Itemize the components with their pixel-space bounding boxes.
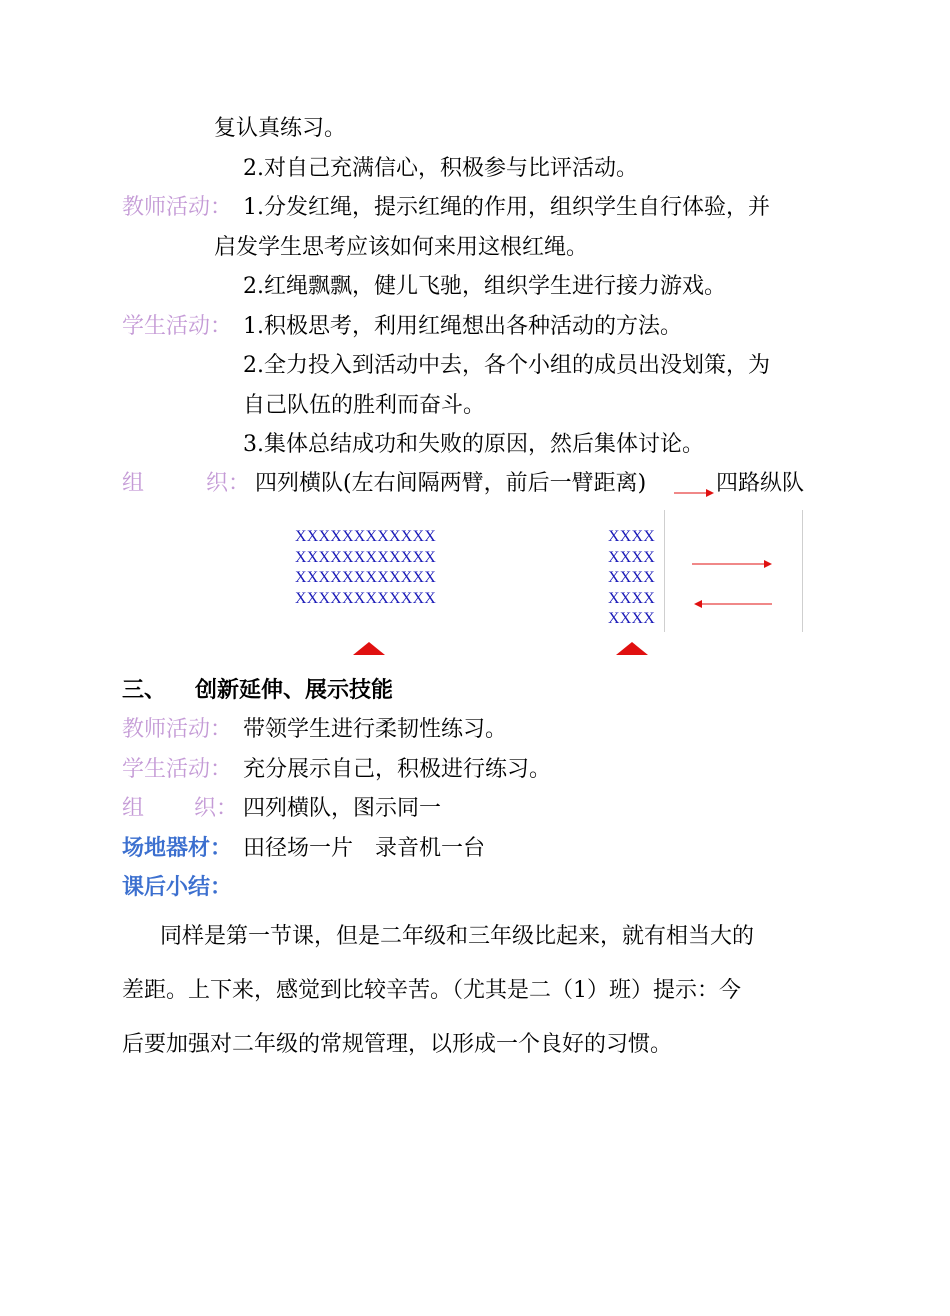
formation-row: XXXX — [608, 528, 656, 545]
organization-label-b: 织： — [206, 471, 251, 496]
section-number: 三、 — [122, 678, 167, 703]
organization-text: 四列横队，图示同一 — [243, 796, 442, 821]
text-line: 自己队伍的胜利而奋斗。 — [243, 393, 486, 418]
field-boundary-left — [664, 510, 665, 632]
student-activity-label: 学生活动： — [122, 757, 233, 782]
formation-row: XXXXXXXXXXXX — [295, 569, 437, 586]
formation-row: XXXX — [608, 610, 656, 627]
arrow-right-icon — [690, 557, 776, 571]
text-line: 2.全力投入到活动中去，各个小组的成员出没划策，为 — [243, 353, 770, 378]
text-line: 启发学生思考应该如何来用这根红绳。 — [214, 235, 589, 260]
student-activity-text: 充分展示自己，积极进行练习。 — [243, 757, 552, 782]
venue-equipment-label: 场地器材： — [122, 836, 233, 861]
summary-paragraph-line: 后要加强对二年级的常规管理，以形成一个良好的习惯。 — [122, 1032, 673, 1057]
text-line: 2.对自己充满信心，积极参与比评活动。 — [243, 156, 638, 181]
summary-paragraph-line: 差距。上下来，感觉到比较辛苦。（尤其是二（1）班）提示：今 — [122, 978, 741, 1003]
teacher-activity-label: 教师活动： — [122, 717, 233, 742]
teacher-position-triangle-icon — [353, 642, 385, 655]
text-line: 1.分发红绳，提示红绳的作用，组织学生自行体验，并 — [243, 195, 770, 220]
student-activity-label: 学生活动： — [122, 314, 233, 339]
formation-row: XXXXXXXXXXXX — [295, 589, 437, 607]
formation-row: XXXX — [608, 589, 656, 607]
organization-text-column: 四路纵队 — [716, 471, 805, 496]
teacher-activity-text: 带领学生进行柔韧性练习。 — [243, 717, 508, 742]
text-line: 3.集体总结成功和失败的原因，然后集体讨论。 — [243, 432, 704, 457]
formation-row: XXXX — [608, 548, 656, 566]
arrow-right-icon — [672, 486, 716, 500]
formation-rows — [295, 527, 436, 609]
teacher-position-triangle-icon — [616, 642, 648, 655]
organization-label-b: 织： — [194, 796, 239, 821]
formation-columns — [608, 527, 655, 630]
formation-row: XXXX — [608, 569, 656, 586]
after-class-summary-label: 课后小结： — [122, 875, 233, 900]
field-boundary-right — [802, 510, 803, 632]
formation-row: XXXXXXXXXXXX — [295, 528, 437, 545]
section-title: 创新延伸、展示技能 — [195, 678, 394, 703]
organization-label-a: 组 — [122, 471, 145, 496]
organization-label-a: 组 — [122, 796, 145, 821]
summary-paragraph-line: 同样是第一节课，但是二年级和三年级比起来，就有相当大的 — [160, 924, 755, 949]
text-line: 1.积极思考，利用红绳想出各种活动的方法。 — [243, 314, 682, 339]
text-line: 复认真练习。 — [214, 116, 347, 141]
arrow-left-icon — [690, 597, 776, 611]
organization-text: 四列横队(左右间隔两臂，前后一臂距离) — [255, 471, 647, 496]
venue-equipment-text: 田径场一片 录音机一台 — [243, 836, 486, 861]
formation-row: XXXXXXXXXXXX — [295, 548, 437, 566]
text-line: 2.红绳飘飘，健儿飞驰，组织学生进行接力游戏。 — [243, 274, 726, 299]
teacher-activity-label: 教师活动： — [122, 195, 233, 220]
